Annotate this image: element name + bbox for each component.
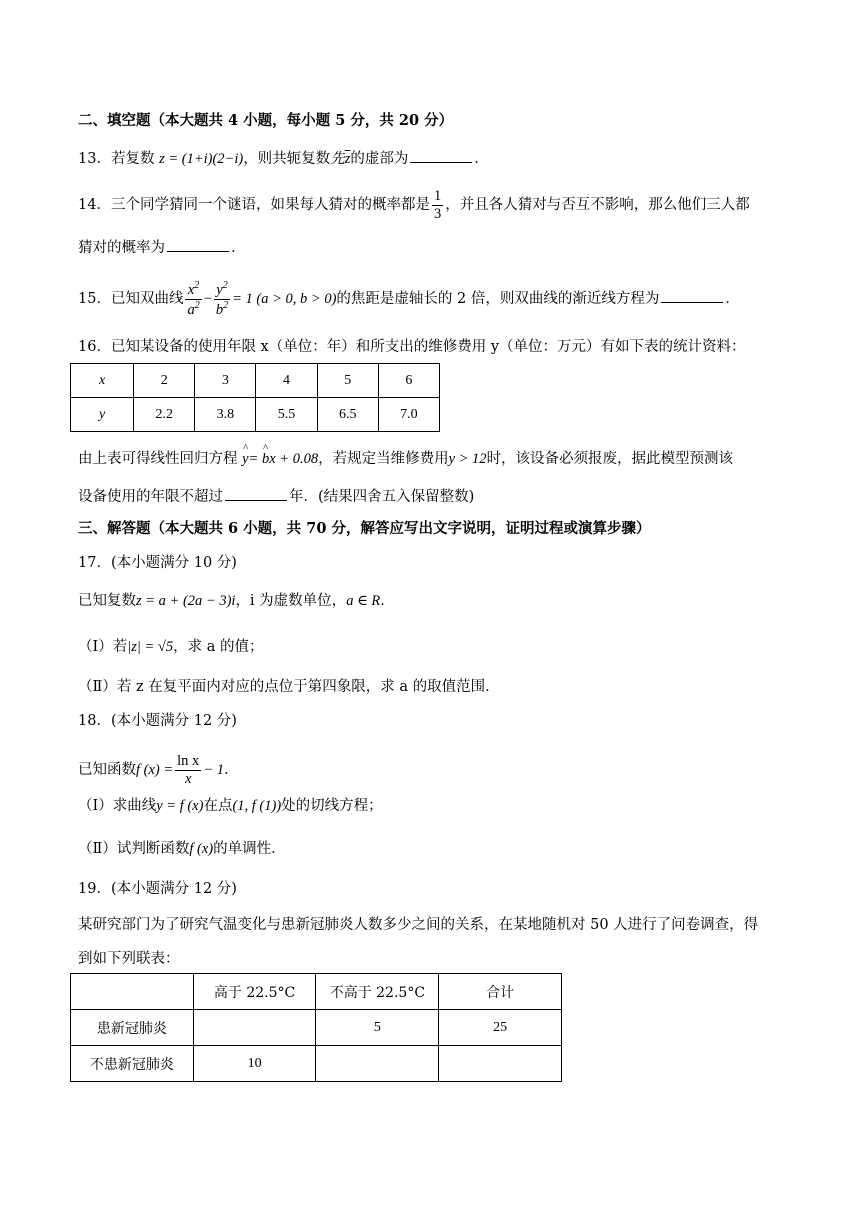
table-cell: 4: [256, 364, 317, 398]
table-cell: 3: [195, 364, 256, 398]
table-cell: 5.5: [256, 398, 317, 432]
table-cell: 2.2: [134, 398, 195, 432]
formula: (1, f (1)): [232, 798, 282, 814]
table-cell: 3.8: [195, 398, 256, 432]
question-19-title: 19．(本小题满分 12 分): [78, 881, 237, 897]
table-cell: 7.0: [378, 398, 439, 432]
question-16: 16．已知某设备的使用年限 x（单位：年）和所支出的维修费用 y（单位：万元）有如下表的统计资料：: [78, 339, 746, 355]
table-cell: 6: [378, 364, 439, 398]
y-hat: y ^: [242, 442, 249, 467]
table-header: 合计: [439, 974, 562, 1010]
question-19-line1: 某研究部门为了研究气温变化与患新冠肺炎人数多少之间的关系，在某地随机对 50 人进行了问卷调查，得: [78, 917, 759, 933]
question-18-part1: （Ⅰ）求曲线y = f (x)在点(1, f (1))处的切线方程；: [78, 798, 383, 814]
table-cell: [193, 1010, 316, 1046]
question-18-part2: （Ⅱ）试判断函数f (x)的单调性．: [78, 841, 286, 857]
section-heading-problems: 三、解答题（本大题共 6 小题，共 70 分，解答应写出文字说明，证明过程或演算步骤）: [78, 520, 651, 537]
formula: z = (1+i)(2−i): [159, 151, 244, 167]
table-header: 高于 22.5°C: [193, 974, 316, 1010]
answer-blank[interactable]: [225, 488, 287, 501]
table-cell: 6.5: [317, 398, 378, 432]
question-17-part1: （Ⅰ）若|z| = √5，求 a 的值；: [78, 639, 264, 655]
formula: z = a + (2a − 3)i: [136, 593, 236, 609]
fraction-one-third: $\frac{1}{3}$: [433, 188, 442, 222]
formula: y = f (x): [156, 798, 204, 814]
table-cell: 5: [316, 1010, 439, 1046]
question-18-statement: 已知函数f (x) = $\frac{\text{ln x}}{x}$ − 1．: [78, 753, 239, 787]
maintenance-data-table: [70, 363, 440, 432]
question-17-title: 17．(本小题满分 10 分): [78, 555, 237, 571]
question-19-line2: 到如下列联表：: [78, 951, 180, 967]
question-16-line3: 设备使用的年限不超过 年．(结果四舍五入保留整数): [78, 489, 475, 505]
formula: f (x): [189, 841, 214, 857]
table-row-label: 不患新冠肺炎: [71, 1046, 194, 1082]
question-14-line2: 猜对的概率为 ．: [78, 240, 246, 256]
question-number: 14．: [78, 197, 111, 214]
answer-blank[interactable]: [167, 239, 229, 252]
question-number: 15．: [78, 291, 111, 307]
question-15: 15．已知双曲线 $\frac{x^2}{a^2}$ − $\frac{y^2}{b^2}$ = 1 (a > 0, b > 0)的焦距是虚轴长的 2 倍，则双曲线的渐近线方程为 ．: [78, 280, 740, 318]
question-14: 14．三个同学猜同一个谜语，如果每人猜对的概率都是 $\frac{1}{3}$ ，并且各人猜对与否互不影响，那么他们三人都: [78, 188, 750, 222]
question-16-regression: 由上表可得线性回归方程 y ^ = b ^ x + 0.08，若规定当维修费用y > 12时，该设备必须报废，据此模型预测该: [78, 442, 734, 467]
table-cell: [316, 1046, 439, 1082]
conjugate-z: $\overline{z}$: [344, 151, 351, 167]
table-cell: 5: [317, 364, 378, 398]
table-cell: [439, 1046, 562, 1082]
table-cell: 10: [193, 1046, 316, 1082]
table-cell: 25: [439, 1010, 562, 1046]
question-17-part2: （Ⅱ）若 z 在复平面内对应的点位于第四象限，求 a 的取值范围．: [78, 679, 500, 695]
fraction-x2-a2: $\frac{x^2}{a^2}$: [187, 280, 200, 318]
formula: |z| = √5: [127, 639, 174, 655]
fraction-y2-b2: $\frac{y^2}{b^2}$: [215, 280, 229, 318]
inequality: y > 12: [448, 451, 487, 467]
answer-blank[interactable]: [410, 150, 472, 163]
table-header-x: x: [71, 364, 134, 398]
table-header: 不高于 22.5°C: [316, 974, 439, 1010]
table-header: [71, 974, 194, 1010]
question-17-statement: 已知复数z = a + (2a − 3)i，i 为虚数单位，a ∈ R．: [78, 593, 395, 609]
hyperbola-condition: = 1 (a > 0, b > 0): [232, 291, 337, 307]
question-18-title: 18．(本小题满分 12 分): [78, 713, 237, 729]
fraction-lnx-x: $\frac{\text{ln x}}{x}$: [177, 753, 200, 787]
b-hat: b ^: [261, 442, 270, 467]
table-cell: 2: [134, 364, 195, 398]
section-heading-fill-blank: 二、填空题（本大题共 4 小题，每小题 5 分，共 20 分）: [78, 112, 454, 129]
question-number: 16．: [78, 339, 111, 355]
question-13: 13．若复数 z = (1+i)(2−i)，则共轭复数先$\overline{z}$的虚部为 ．: [78, 151, 489, 167]
question-number: 13．: [78, 151, 111, 167]
table-header-y: y: [71, 398, 134, 432]
table-row-label: 患新冠肺炎: [71, 1010, 194, 1046]
contingency-table: [70, 973, 562, 1082]
answer-blank[interactable]: [661, 290, 723, 303]
